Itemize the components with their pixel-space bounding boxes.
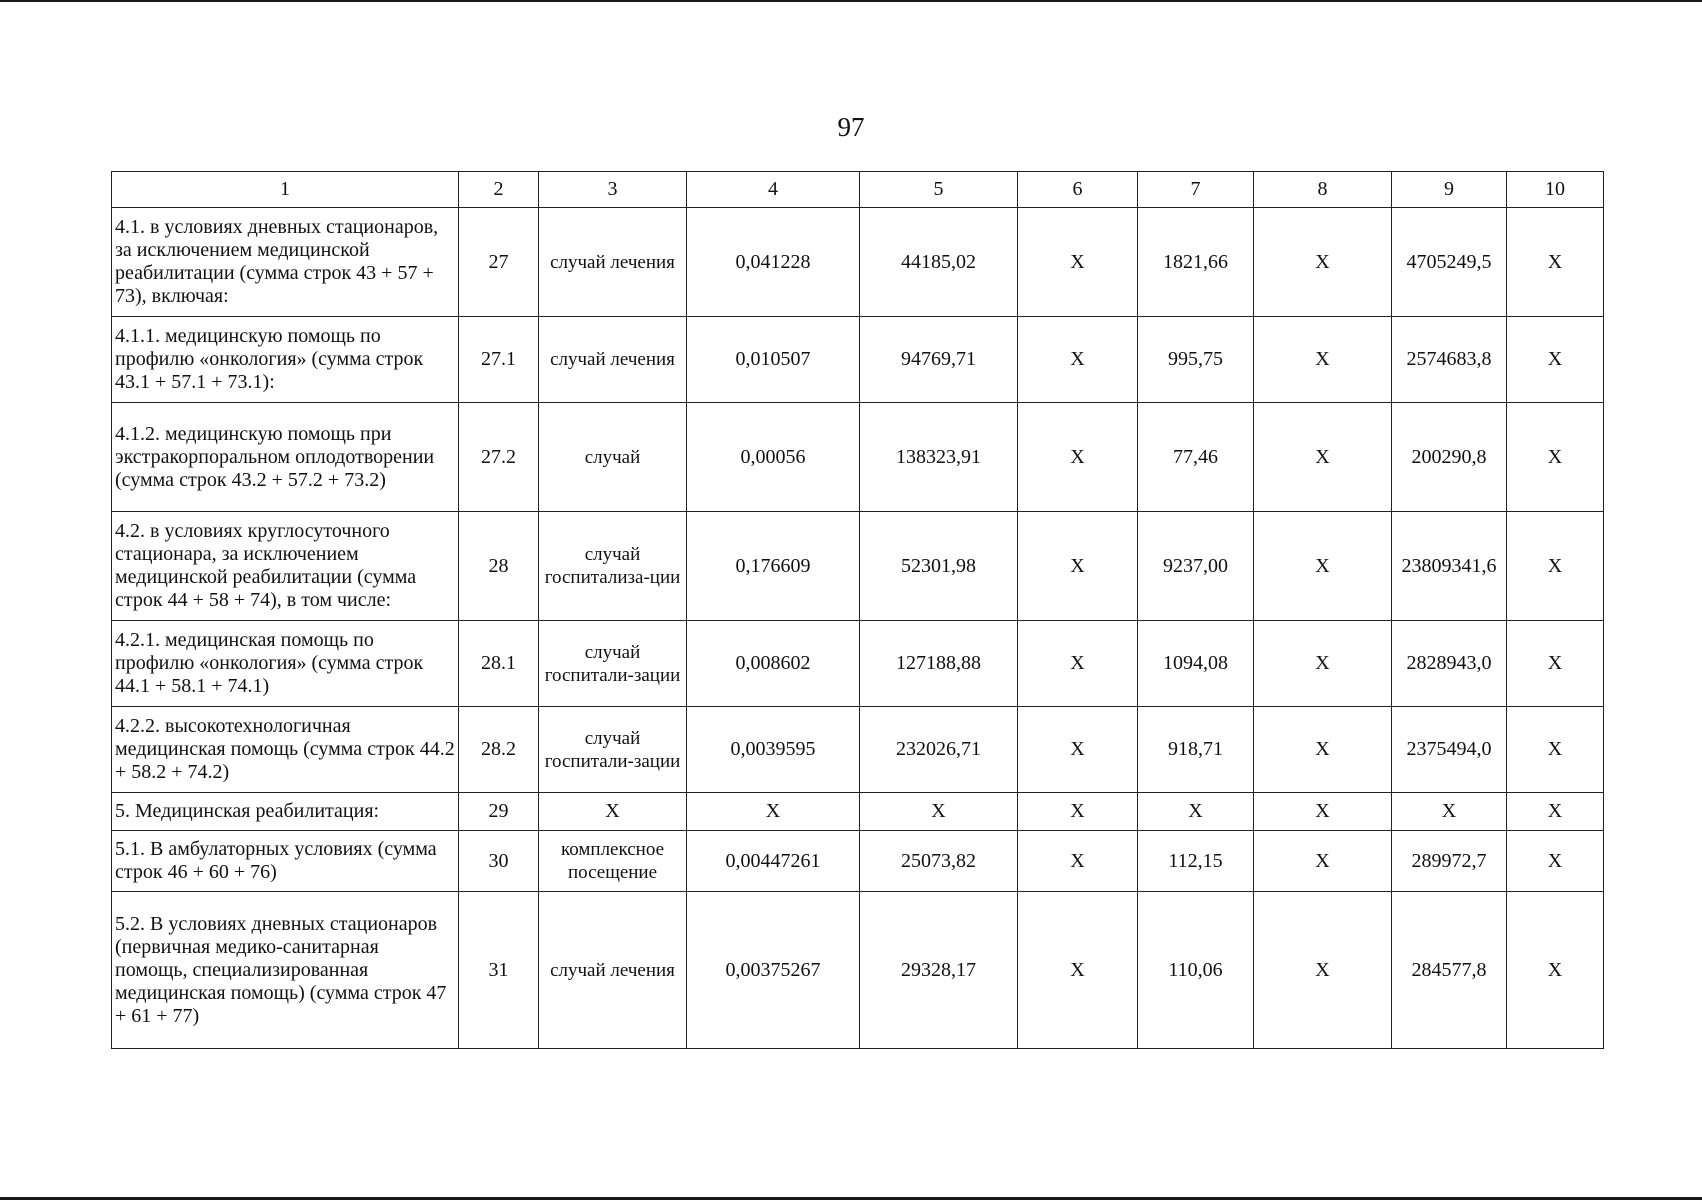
value-cell: 112,15	[1138, 831, 1254, 892]
value-cell: Х	[1254, 793, 1392, 831]
value-cell: Х	[1507, 892, 1604, 1049]
table-row	[112, 317, 1604, 403]
table-row	[112, 707, 1604, 793]
unit-cell: случай	[539, 403, 687, 512]
row-label-cell: 5. Медицинская реабилитация:	[112, 793, 459, 831]
header-cell: 10	[1507, 172, 1604, 208]
value-cell: Х	[860, 793, 1018, 831]
value-cell: 25073,82	[860, 831, 1018, 892]
value-cell: 127188,88	[860, 621, 1018, 707]
value-cell: Х	[1018, 707, 1138, 793]
row-label-cell: 4.2.1. медицинская помощь по профилю «онкология» (сумма строк 44.1 + 58.1 + 74.1)	[112, 621, 459, 707]
scan-edge-top	[0, 0, 1702, 2]
value-cell: 995,75	[1138, 317, 1254, 403]
header-cell: 8	[1254, 172, 1392, 208]
value-cell: 44185,02	[860, 208, 1018, 317]
value-cell: 2828943,0	[1392, 621, 1507, 707]
row-number-cell: 27.1	[459, 317, 539, 403]
row-number-cell: 27.2	[459, 403, 539, 512]
value-cell: 0,00375267	[687, 892, 860, 1049]
unit-cell: случай госпитали-зации	[539, 621, 687, 707]
table-header-row	[112, 172, 1604, 208]
value-cell: 1821,66	[1138, 208, 1254, 317]
value-cell: Х	[1254, 317, 1392, 403]
header-cell: 9	[1392, 172, 1507, 208]
value-cell: Х	[1254, 831, 1392, 892]
value-cell: Х	[1018, 831, 1138, 892]
header-cell: 6	[1018, 172, 1138, 208]
row-label-cell: 4.2. в условиях круглосуточного стационара, за исключением медицинской реабилитации (сумма строк 44 + 58 + 74), в том числе:	[112, 512, 459, 621]
value-cell: Х	[1254, 512, 1392, 621]
value-cell: 0,00447261	[687, 831, 860, 892]
value-cell: 232026,71	[860, 707, 1018, 793]
value-cell: Х	[1507, 512, 1604, 621]
value-cell: Х	[1018, 403, 1138, 512]
value-cell: Х	[1254, 403, 1392, 512]
value-cell: Х	[1507, 793, 1604, 831]
value-cell: 0,041228	[687, 208, 860, 317]
value-cell: Х	[1254, 208, 1392, 317]
row-number-cell: 28	[459, 512, 539, 621]
table-row	[112, 403, 1604, 512]
value-cell: Х	[1018, 892, 1138, 1049]
value-cell: 4705249,5	[1392, 208, 1507, 317]
value-cell: Х	[1018, 317, 1138, 403]
table-row	[112, 208, 1604, 317]
value-cell: 23809341,6	[1392, 512, 1507, 621]
unit-cell: случай госпитали-зации	[539, 707, 687, 793]
table-row	[112, 793, 1604, 831]
page-number: 97	[837, 112, 865, 142]
value-cell: Х	[1138, 793, 1254, 831]
value-cell: 2574683,8	[1392, 317, 1507, 403]
unit-cell: комплексное посещение	[539, 831, 687, 892]
row-label-cell: 5.2. В условиях дневных стационаров (первичная медико-санитарная помощь, специализированная медицинская помощь) (сумма строк 47 + 61 + 77)	[112, 892, 459, 1049]
value-cell: Х	[1018, 621, 1138, 707]
table-row	[112, 621, 1604, 707]
unit-cell: случай лечения	[539, 208, 687, 317]
table-row	[112, 892, 1604, 1049]
value-cell: 0,008602	[687, 621, 860, 707]
header-cell: 2	[459, 172, 539, 208]
unit-cell: Х	[539, 793, 687, 831]
row-label-cell: 5.1. В амбулаторных условиях (сумма строк 46 + 60 + 76)	[112, 831, 459, 892]
value-cell: 52301,98	[860, 512, 1018, 621]
row-label-cell: 4.2.2. высокотехнологичная медицинская помощь (сумма строк 44.2 + 58.2 + 74.2)	[112, 707, 459, 793]
value-cell: 77,46	[1138, 403, 1254, 512]
header-cell: 4	[687, 172, 860, 208]
value-cell: 284577,8	[1392, 892, 1507, 1049]
value-cell: 0,176609	[687, 512, 860, 621]
header-cell: 3	[539, 172, 687, 208]
value-cell: Х	[1018, 208, 1138, 317]
row-number-cell: 28.2	[459, 707, 539, 793]
table-row	[112, 831, 1604, 892]
row-label-cell: 4.1.1. медицинскую помощь по профилю «онкология» (сумма строк 43.1 + 57.1 + 73.1):	[112, 317, 459, 403]
value-cell: Х	[1507, 707, 1604, 793]
value-cell: 289972,7	[1392, 831, 1507, 892]
value-cell: Х	[1507, 403, 1604, 512]
value-cell: Х	[1254, 707, 1392, 793]
row-label-cell: 4.1.2. медицинскую помощь при экстракорпоральном оплодотворении (сумма строк 43.2 + 57.2 + 73.2)	[112, 403, 459, 512]
row-number-cell: 28.1	[459, 621, 539, 707]
value-cell: Х	[1254, 621, 1392, 707]
value-cell: Х	[687, 793, 860, 831]
value-cell: 29328,17	[860, 892, 1018, 1049]
row-number-cell: 30	[459, 831, 539, 892]
value-cell: 0,0039595	[687, 707, 860, 793]
unit-cell: случай лечения	[539, 317, 687, 403]
table-row	[112, 512, 1604, 621]
value-cell: 94769,71	[860, 317, 1018, 403]
value-cell: 110,06	[1138, 892, 1254, 1049]
row-number-cell: 29	[459, 793, 539, 831]
value-cell: Х	[1254, 892, 1392, 1049]
data-table	[111, 171, 1604, 1049]
value-cell: 1094,08	[1138, 621, 1254, 707]
value-cell: 200290,8	[1392, 403, 1507, 512]
row-label-cell: 4.1. в условиях дневных стационаров, за исключением медицинской реабилитации (сумма строк 43 + 57 + 73), включая:	[112, 208, 459, 317]
value-cell: Х	[1507, 831, 1604, 892]
header-cell: 1	[112, 172, 459, 208]
header-cell: 5	[860, 172, 1018, 208]
value-cell: 0,010507	[687, 317, 860, 403]
value-cell: Х	[1507, 621, 1604, 707]
value-cell: 0,00056	[687, 403, 860, 512]
value-cell: 138323,91	[860, 403, 1018, 512]
header-cell: 7	[1138, 172, 1254, 208]
value-cell: 918,71	[1138, 707, 1254, 793]
value-cell: 2375494,0	[1392, 707, 1507, 793]
row-number-cell: 31	[459, 892, 539, 1049]
value-cell: Х	[1507, 317, 1604, 403]
value-cell: Х	[1392, 793, 1507, 831]
value-cell: Х	[1018, 512, 1138, 621]
unit-cell: случай лечения	[539, 892, 687, 1049]
value-cell: Х	[1018, 793, 1138, 831]
value-cell: Х	[1507, 208, 1604, 317]
unit-cell: случай госпитализа-ции	[539, 512, 687, 621]
row-number-cell: 27	[459, 208, 539, 317]
value-cell: 9237,00	[1138, 512, 1254, 621]
